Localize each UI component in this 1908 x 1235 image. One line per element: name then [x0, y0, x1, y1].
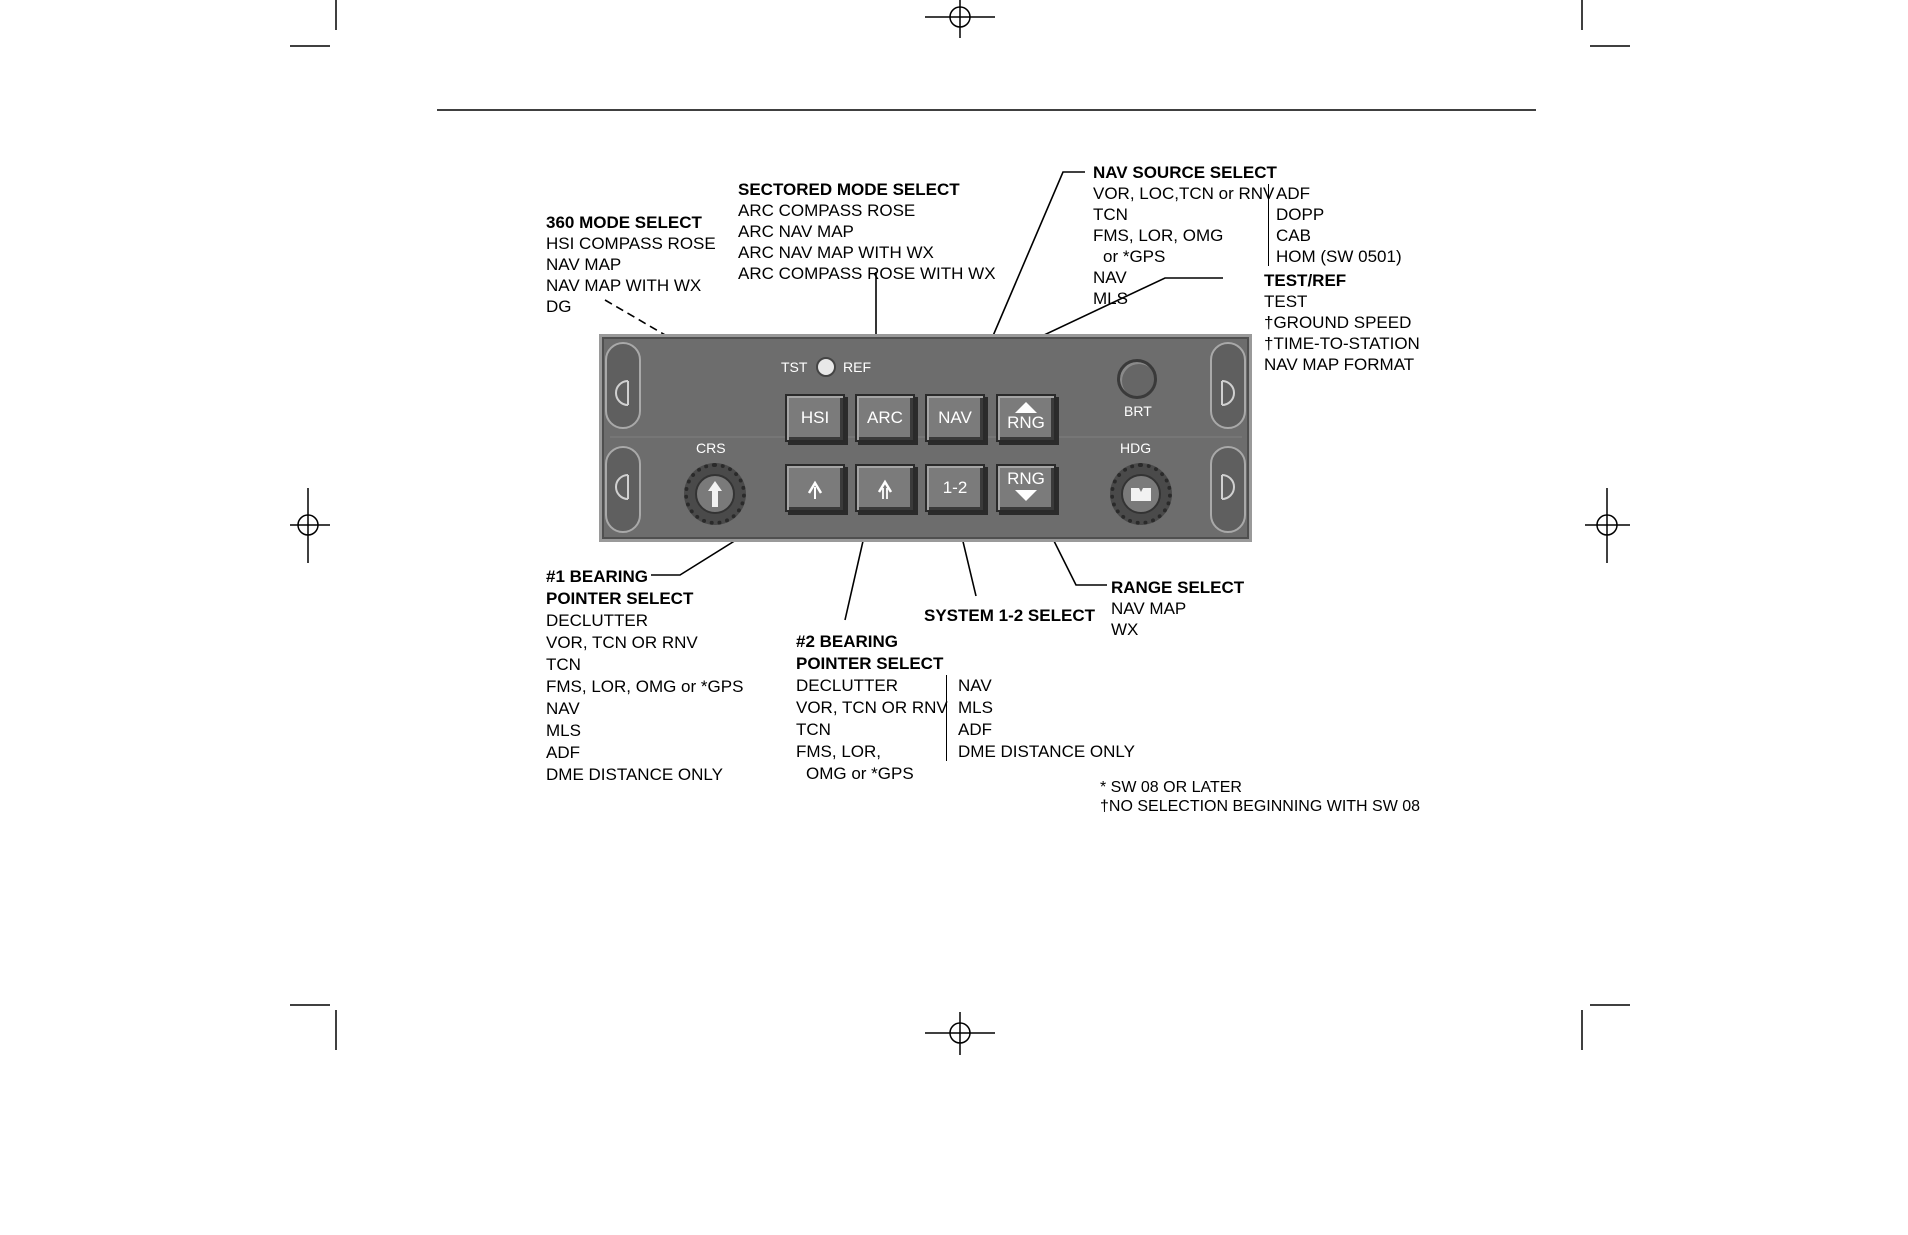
- callout-line: MLS: [546, 721, 581, 740]
- callout-line: ARC COMPASS ROSE WITH WX: [738, 264, 996, 283]
- callout-line: NAV MAP: [1111, 599, 1187, 618]
- callout-line: CAB: [1276, 226, 1311, 245]
- brt-label: BRT: [1124, 403, 1152, 419]
- callout-line: NAV: [958, 676, 992, 695]
- up-arrow-icon: [697, 476, 733, 512]
- system-1-2-button[interactable]: 1-2: [925, 464, 985, 512]
- callout-line: ARC COMPASS ROSE: [738, 201, 916, 220]
- callout-bearing-2-heading: #2 BEARING: [796, 632, 899, 651]
- bearing-2-pointer-icon: [871, 475, 899, 503]
- callout-line: NAV MAP WITH WX: [546, 276, 702, 295]
- callout-line: VOR, TCN OR RNV: [796, 698, 948, 717]
- callout-nav-source-heading: NAV SOURCE SELECT: [1093, 163, 1277, 182]
- range-down-label: RNG: [1007, 469, 1045, 488]
- callout-line: NAV: [546, 699, 580, 718]
- nav-button[interactable]: NAV: [925, 394, 985, 442]
- callout-line: MLS: [958, 698, 993, 717]
- callout-bearing-1-heading: #1 BEARING: [546, 567, 649, 586]
- callout-bearing-1-subheading: POINTER SELECT: [546, 589, 694, 608]
- bearing-2-divider: [946, 675, 947, 761]
- callout-line: ADF: [1276, 184, 1310, 203]
- callout-bearing-2-subheading: POINTER SELECT: [796, 654, 944, 673]
- callout-line: ADF: [546, 743, 580, 762]
- callout-line: NAV MAP: [546, 255, 622, 274]
- callout-bearing-2: [796, 631, 1135, 783]
- callout-line: TCN: [546, 655, 581, 674]
- callout-line: NAV: [1093, 268, 1127, 287]
- callout-line: ADF: [958, 720, 992, 739]
- callout-range-heading: RANGE SELECT: [1111, 578, 1245, 597]
- callout-test-ref: [1264, 270, 1420, 375]
- bearing-1-pointer-icon: [801, 475, 829, 503]
- tst-label: TST: [781, 359, 808, 375]
- ref-label: REF: [843, 359, 871, 375]
- nav-source-divider: [1268, 184, 1269, 266]
- callout-line: DECLUTTER: [546, 611, 649, 630]
- callout-sectored-heading: SECTORED MODE SELECT: [738, 180, 960, 199]
- callout-line: FMS, LOR, OMG or *GPS: [546, 677, 744, 696]
- callout-line: VOR, TCN OR RNV: [546, 633, 698, 652]
- brightness-knob[interactable]: [1117, 359, 1157, 399]
- callout-360-heading: 360 MODE SELECT: [546, 213, 702, 232]
- callout-line: ARC NAV MAP: [738, 222, 854, 241]
- triangle-down-icon: [1015, 490, 1037, 502]
- callout-line: DME DISTANCE ONLY: [546, 765, 723, 784]
- bearing-2-right-column: [958, 675, 1135, 763]
- course-knob-cap: [695, 474, 735, 514]
- nav-source-right-column: [1276, 183, 1402, 267]
- callout-line: DOPP: [1276, 205, 1325, 224]
- callout-line: or *GPS: [1103, 247, 1166, 266]
- hdg-label: HDG: [1120, 440, 1152, 456]
- callout-system-1-2: [924, 605, 1095, 626]
- callout-test-ref-heading: TEST/REF: [1264, 271, 1347, 290]
- bearing-2-left-column: [796, 675, 948, 785]
- callout-line: DECLUTTER: [796, 676, 899, 695]
- callout-sectored-mode: [738, 179, 996, 284]
- callout-line: NAV MAP FORMAT: [1264, 355, 1415, 374]
- crs-label: CRS: [696, 440, 726, 456]
- footnotes: [1100, 778, 1420, 816]
- bearing-1-button[interactable]: [785, 464, 845, 512]
- callout-bearing-1: [546, 566, 743, 786]
- bearing-2-button[interactable]: [855, 464, 915, 512]
- footnote-line: * SW 08 OR LATER: [1100, 779, 1242, 796]
- callout-360-mode: [546, 212, 716, 317]
- range-up-label: RNG: [1007, 413, 1045, 432]
- arc-button[interactable]: ARC: [855, 394, 915, 442]
- callout-line: ARC NAV MAP WITH WX: [738, 243, 934, 262]
- callout-line: TEST: [1264, 292, 1308, 311]
- nav-source-left-column: [1093, 183, 1274, 309]
- callout-line: †GROUND SPEED: [1264, 313, 1412, 332]
- heading-bug-icon: [1123, 476, 1159, 512]
- callout-line: OMG or *GPS: [806, 764, 914, 783]
- callout-line: WX: [1111, 620, 1139, 639]
- callout-range-select: [1111, 577, 1244, 640]
- callout-line: HSI COMPASS ROSE: [546, 234, 716, 253]
- callout-line: †TIME-TO-STATION: [1264, 334, 1420, 353]
- callout-line: TCN: [796, 720, 831, 739]
- range-down-button[interactable]: [996, 464, 1056, 512]
- callout-line: TCN: [1093, 205, 1128, 224]
- callout-line: DG: [546, 297, 572, 316]
- callout-line: HOM (SW 0501): [1276, 247, 1402, 266]
- footnote-line: †NO SELECTION BEGINNING WITH SW 08: [1100, 798, 1421, 815]
- callout-line: DME DISTANCE ONLY: [958, 742, 1135, 761]
- heading-knob-cap: [1121, 474, 1161, 514]
- control-panel: [599, 334, 1252, 542]
- callout-system-1-2-heading: SYSTEM 1-2 SELECT: [924, 606, 1095, 625]
- callout-line: FMS, LOR, OMG: [1093, 226, 1224, 245]
- callout-line: VOR, LOC,TCN or RNV: [1093, 184, 1275, 203]
- test-ref-knob[interactable]: [816, 357, 836, 377]
- callout-line: MLS: [1093, 289, 1128, 308]
- callout-line: FMS, LOR,: [796, 742, 882, 761]
- heading-knob[interactable]: [1110, 463, 1172, 525]
- hsi-button[interactable]: HSI: [785, 394, 845, 442]
- course-knob[interactable]: [684, 463, 746, 525]
- range-up-button[interactable]: [996, 394, 1056, 442]
